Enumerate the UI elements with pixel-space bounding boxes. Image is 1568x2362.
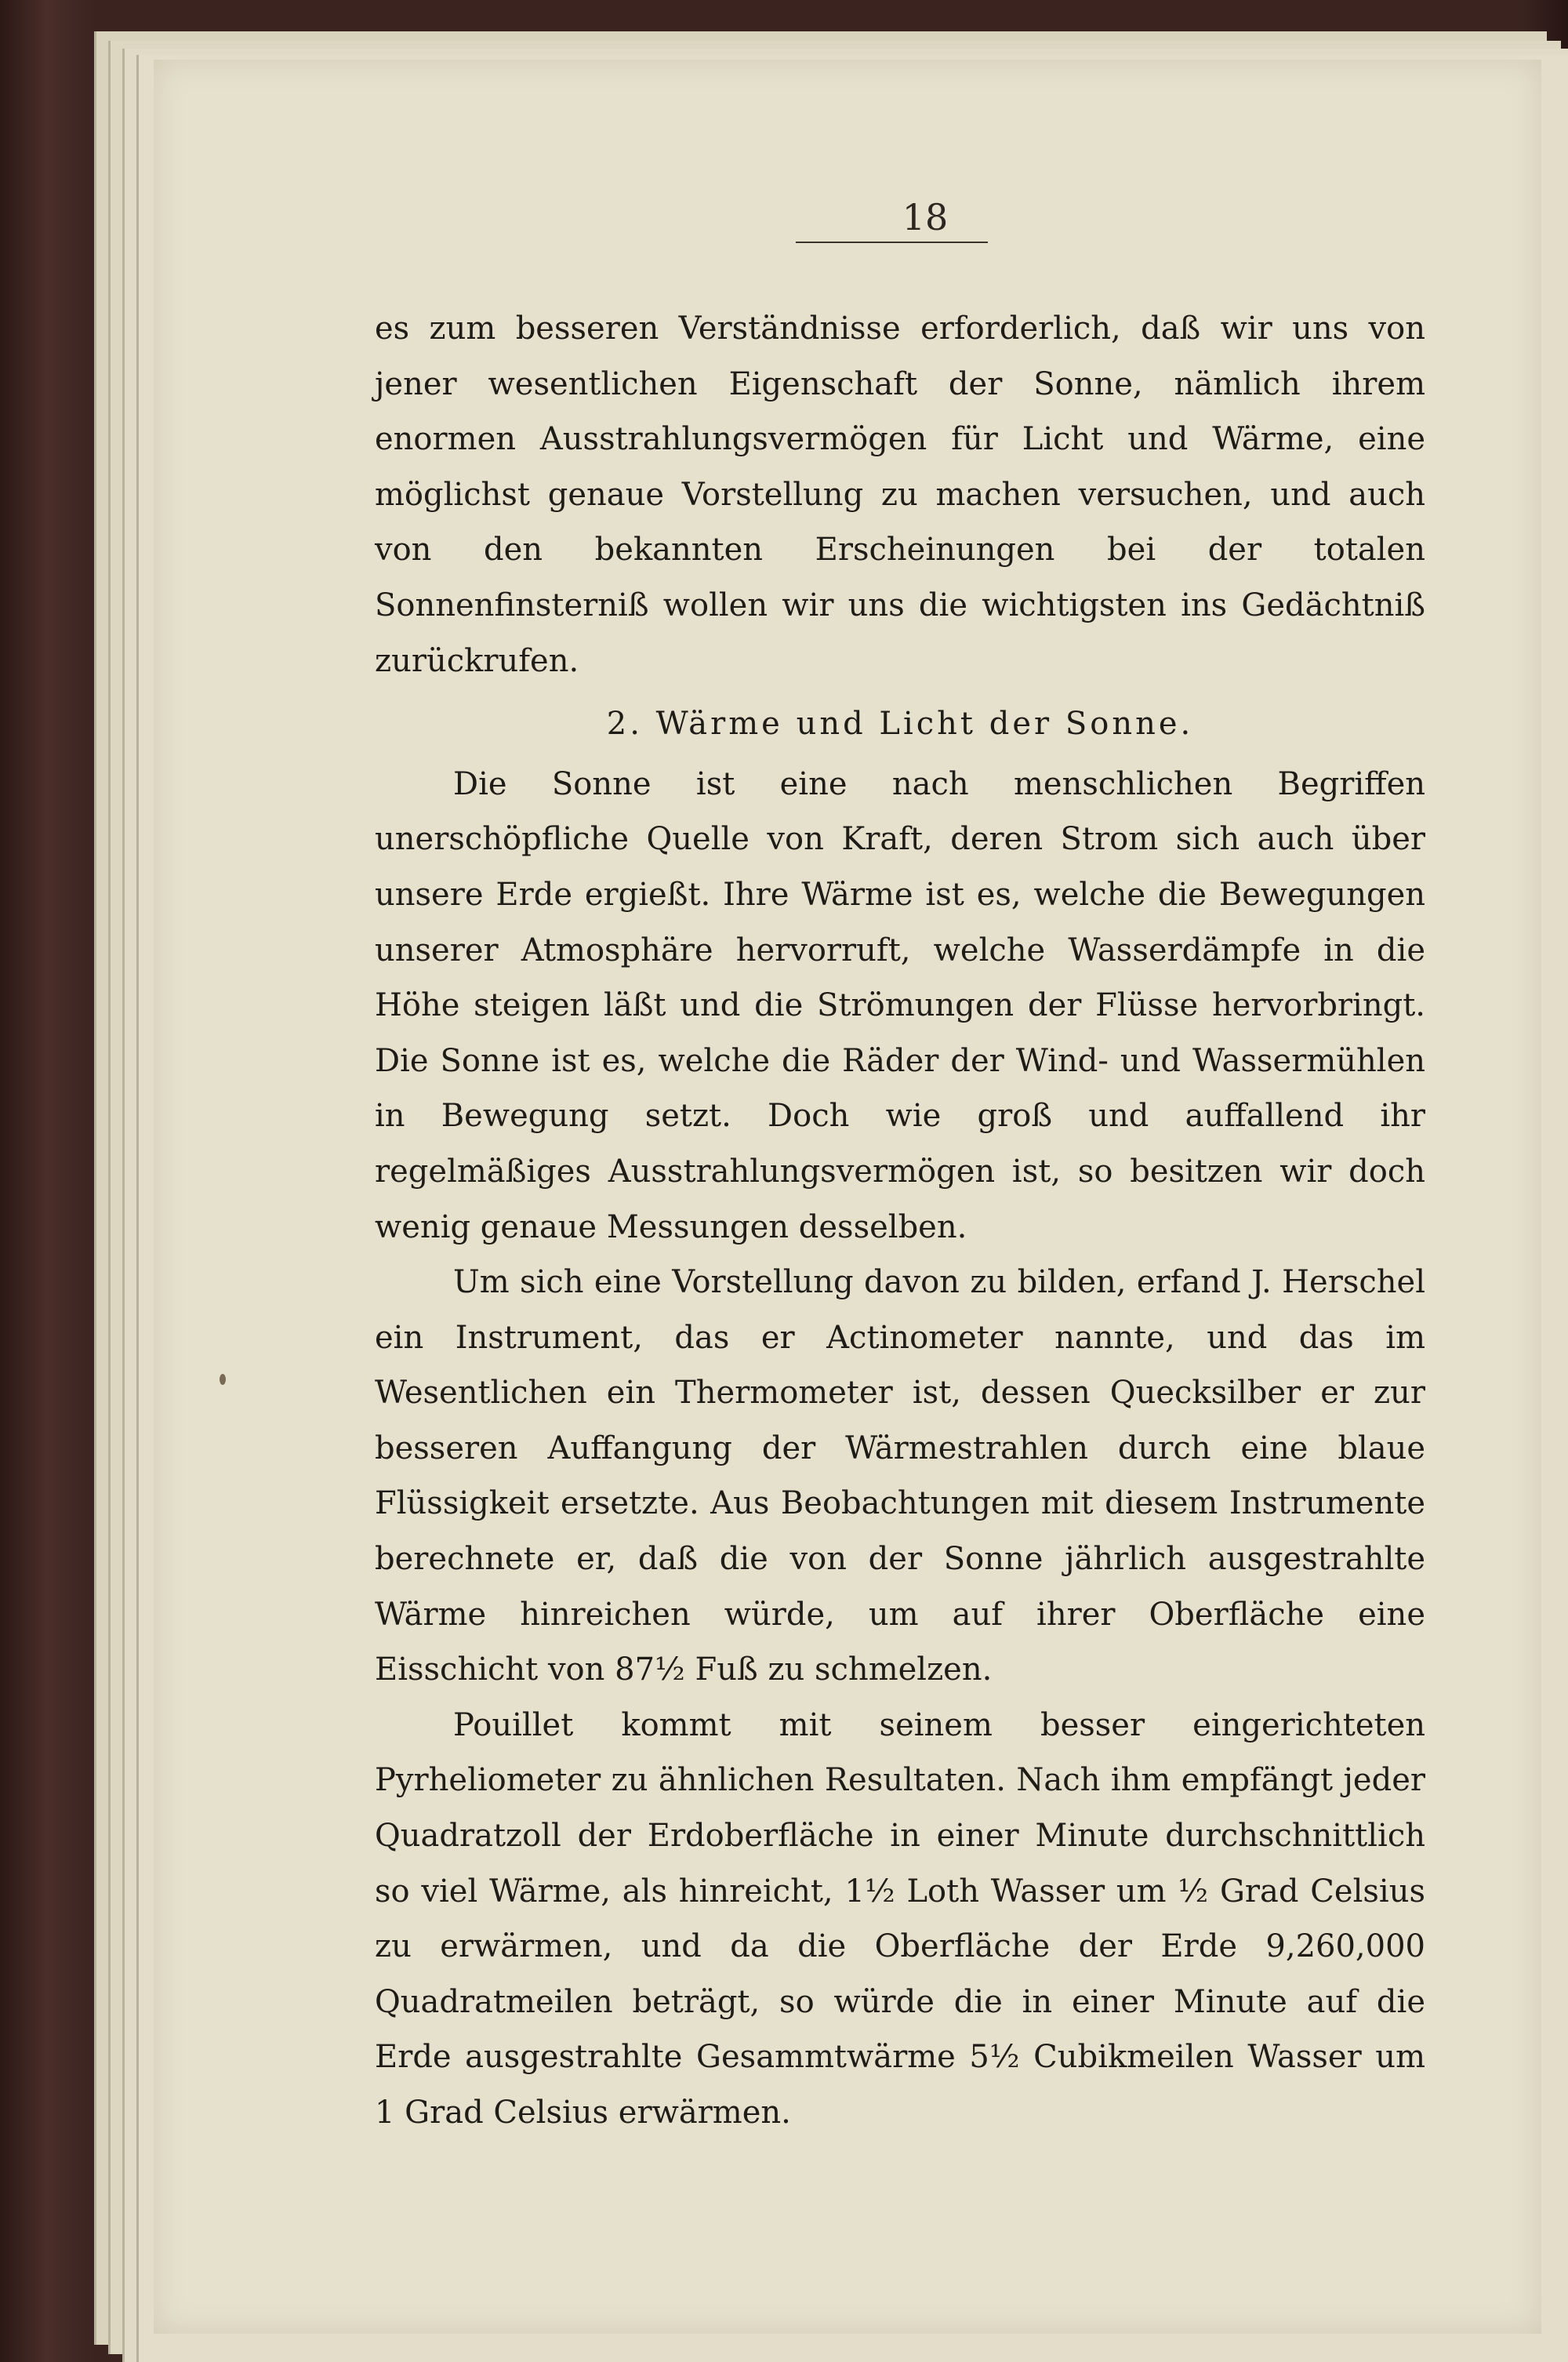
body-text xyxy=(375,301,1425,2141)
page-number: 18 xyxy=(902,196,949,238)
paragraph: Die Sonne ist eine nach menschlichen Begriffen unerschöpfliche Quelle von Kraft, deren Strom sich auch über unsere Erde ergießt. Ihre Wärme ist es, welche die Bewegungen unserer Atmosphäre hervorruft, welche Wasserdämpfe in die Höhe steigen läßt und die Strömungen der Flüsse hervorbringt. Die Sonne ist es, welche die Räder der Wind- und Wassermühlen in Bewegung setzt. Doch wie groß und auffallend ihr regelmäßiges Ausstrahlungsvermögen ist, so besitzen wir doch wenig genaue Messungen desselben. xyxy=(375,765,1425,1245)
header-rule xyxy=(796,242,988,243)
paragraph: Pouillet kommt mit seinem besser eingerichteten Pyrheliometer zu ähnlichen Resultaten. Nach ihm empfängt jeder Quadratzoll der Erdoberfläche in einer Minute durchschnittlich so viel Wärme, als hinreicht, 1½ Loth Wasser um ½ Grad Celsius zu erwärmen, und da die Oberfläche der Erde 9,260,000 Quadratmeilen beträgt, so würde die in einer Minute auf die Erde ausgestrahlte Gesammtwärme 5½ Cubikmeilen Wasser um 1 Grad Celsius erwärmen. xyxy=(375,1706,1425,2131)
section-heading: 2. Wärme und Licht der Sonne. xyxy=(606,706,1194,743)
paper-speck xyxy=(220,1374,226,1385)
paragraph: Um sich eine Vorstellung davon zu bilden, erfand J. Herschel ein Instrument, das er Actinometer nannte, und das im Wesentlichen ein Thermometer ist, dessen Quecksilber er zur besseren Auffangung der Wärmestrahlen durch eine blaue Flüssigkeit ersetzte. Aus Beobachtungen mit diesem Instrumente berechnete er, daß die von der Sonne jährlich ausgestrahlte Wärme hinreichen würde, um auf ihrer Oberfläche eine Eisschicht von 87½ Fuß zu schmelzen. xyxy=(375,1264,1425,1688)
paragraph: es zum besseren Verständnisse erforderlich, daß wir uns von jener wesentlichen Eigenschaft der Sonne, nämlich ihrem enormen Ausstrahlungsvermögen für Licht und Wärme, eine möglichst genaue Vorstellung zu machen versuchen, und auch von den bekannten Erscheinungen bei der totalen Sonnenfinsterniß wollen wir uns die wichtigsten ins Gedächtniß zurückrufen. xyxy=(375,311,1425,679)
